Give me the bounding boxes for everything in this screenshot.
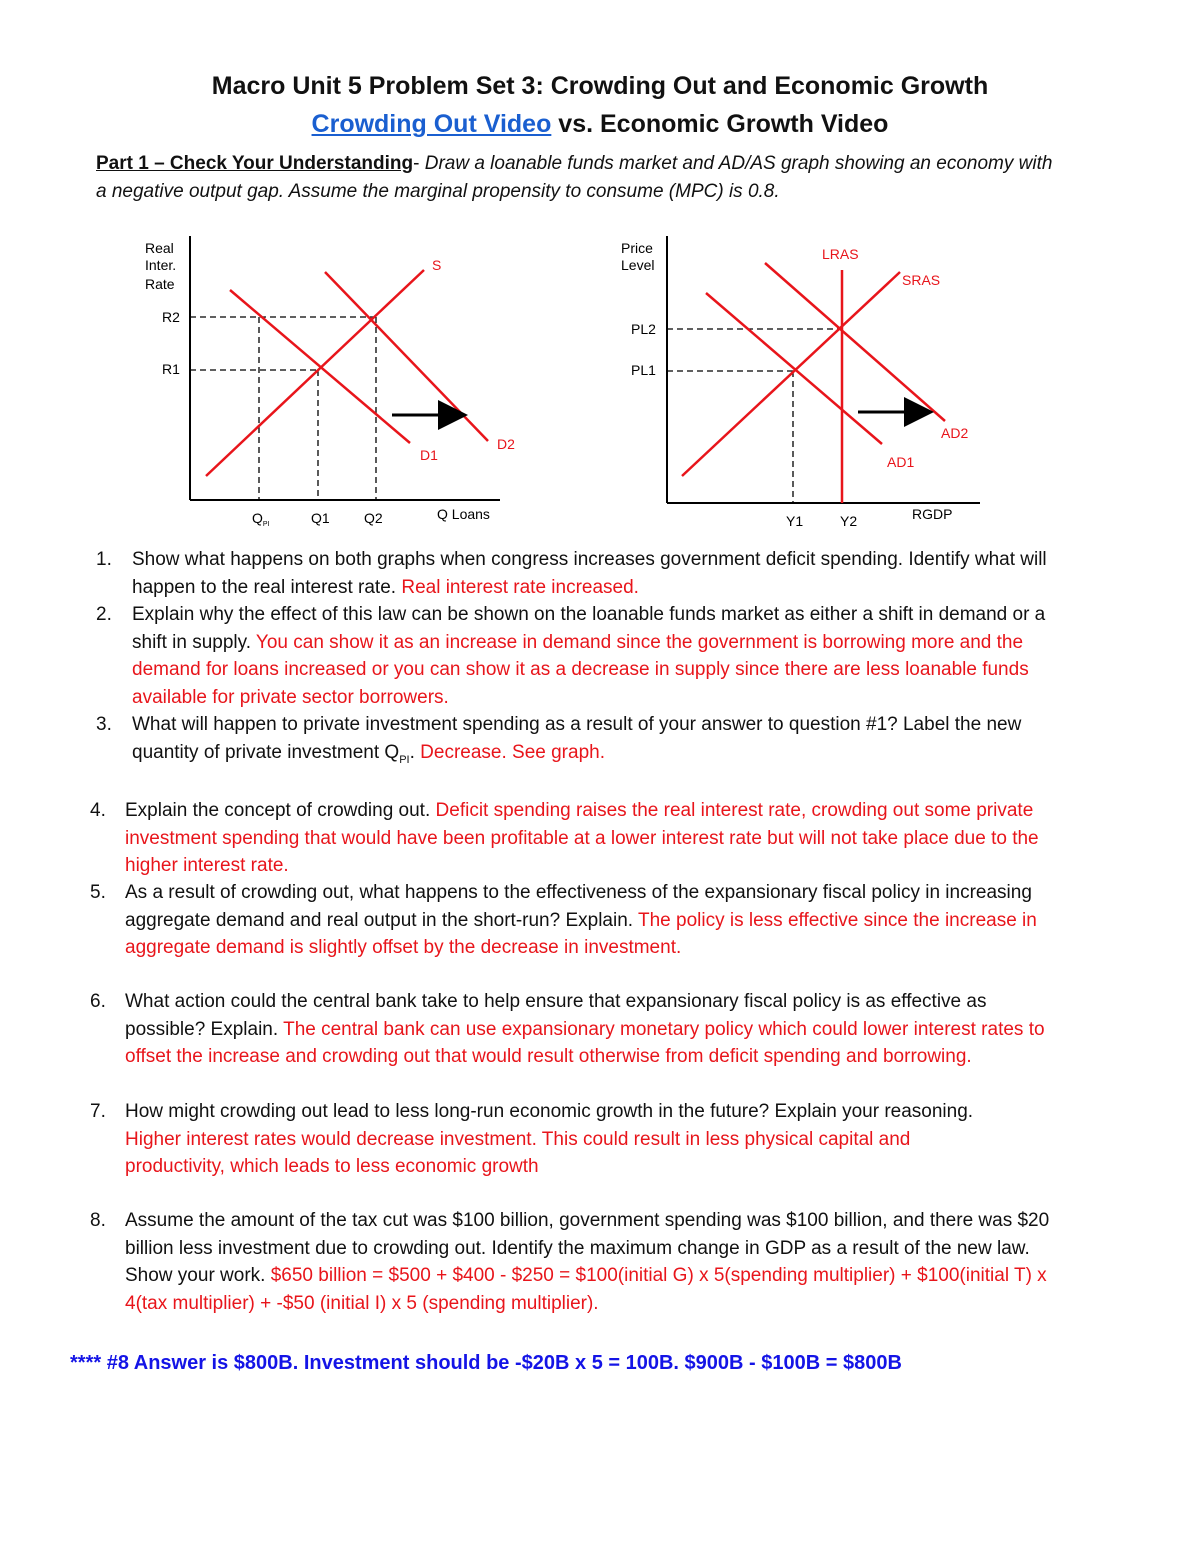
question-text: Explain why the effect of this law can be shown on the loanable funds market as either a shift in demand or a shift in supply. [132,604,1046,653]
page-title: Macro Unit 5 Problem Set 3: Crowding Out and Economic Growth [211,72,989,100]
adas-xlabel: RGDP [912,506,953,522]
answer-text: $650 billion = $500 + $400 - $250 = $100(initial G) x 5(spending multiplier) + $100(initial T) x 4(tax multiplier) + -$50 (initial I) x 5 (spending multiplier). [125,1265,1047,1314]
lf-q1-label: Q1 [311,510,330,526]
question-number: 4. [90,800,106,821]
question-text: Assume the amount of the tax cut was $100 billion, government spending was $100 billion, and there was $20 billion less investment due to crowding out. Identify the maximum change in GDP as a result of the new law. Show your work. [125,1210,1050,1286]
answer-text: Deficit spending raises the real interest rate, crowding out some private investment spending that would have been profitable at a lower interest rate but will not take place due to the higher interest rate. [125,800,1039,876]
lf-d1-label: D1 [420,447,438,463]
lf-ylabel-2: Inter. [145,257,177,273]
question-number: 2. [96,604,112,625]
answer-text: The central bank can use expansionary monetary policy which could lower interest rates to offset the increase and crowding out that would result otherwise from deficit spending and borrowing. [125,1018,1045,1067]
question-text: What action could the central bank take to help ensure that expansionary fiscal policy is as effective as possible? Explain. [125,991,987,1040]
adas-ad2-label: AD2 [941,425,969,441]
lf-supply-curve [206,270,424,476]
lf-xlabel: Q Loans [437,506,490,522]
adas-sras-curve [682,272,900,476]
answer-text: The policy is less effective since the increase in aggregate demand is slightly offset by the decrease in investment. [125,909,1037,958]
adas-pl2-label: PL2 [631,321,656,337]
question-text-after: . [409,741,421,763]
adas-ylabel-1: Price [621,240,653,256]
lf-d2-label: D2 [497,436,515,452]
adas-y1-label: Y1 [786,513,804,529]
answer-correction-note: **** #8 Answer is $800B. Investment should be -$20B x 5 = 100B. $900B - $100B = $800B [70,1352,902,1374]
lf-demand1-curve [230,290,410,443]
lf-ylabel-1: Real [145,240,174,256]
question-number: 7. [90,1101,106,1122]
part1-label: Part 1 – Check Your Understanding [96,153,414,174]
crowding-out-video-link[interactable]: Crowding Out Video [311,110,552,138]
part1-text: Draw a loanable funds market and AD/AS graph showing an economy with a negative output gap. Assume the marginal propensity to consume (MPC) is 0.8. [96,153,1053,202]
adas-sras-label: SRAS [902,272,941,288]
answer-text: You can show it as an increase in demand since the government is borrowing more and the demand for loans increased or you can show it as a decrease in supply since there are less loanable funds available for private sector borrowers. [132,631,1029,708]
adas-ad1-label: AD1 [887,454,915,470]
subtitle-rest: vs. Economic Growth Video [551,110,889,138]
lf-qpi-label: $Q_{PI}$ [252,510,270,528]
question-text: Show what happens on both graphs when congress increases government deficit spending. Identify what will happen to the real interest rate. [132,549,1047,598]
answer-text: Real interest rate increased. [401,576,639,598]
question-number: 5. [90,882,106,903]
question-text: What will happen to private investment spending as a result of your answer to question #1? Label the new quantity of private investment Q [132,714,1022,763]
lf-q2-label: Q2 [364,510,383,526]
adas-y2-label: Y2 [840,513,858,529]
question-number: 8. [90,1210,106,1231]
answer-text: Decrease. See graph. [420,741,605,763]
qpi-subscript: PI [399,753,410,766]
lf-supply-label: S [432,257,442,273]
answer-text: Higher interest rates would decrease investment. This could result in less physical capital and productivity, which leads to less economic growth [125,1128,911,1177]
adas-graph [621,236,980,529]
lf-r1-label: R1 [162,361,180,377]
adas-lras-label: LRAS [822,246,859,262]
question-text: Explain the concept of crowding out. [125,800,436,821]
question-number: 6. [90,991,106,1012]
part1-dash: - [413,153,425,174]
adas-ylabel-2: Level [621,257,655,273]
lf-r2-label: R2 [162,309,180,325]
adas-ad1-curve [706,293,882,444]
loanable-funds-graph [145,236,515,528]
question-text: As a result of crowding out, what happens to the effectiveness of the expansionary fiscal policy in increasing aggregate demand and real output in the short-run? Explain. [125,882,1032,931]
adas-pl1-label: PL1 [631,362,656,378]
lf-ylabel-3: Rate [145,276,175,292]
question-text: How might crowding out lead to less long-run economic growth in the future? Explain your reasoning. [125,1101,974,1122]
question-number: 3. [96,714,112,735]
question-number: 1. [96,549,112,570]
